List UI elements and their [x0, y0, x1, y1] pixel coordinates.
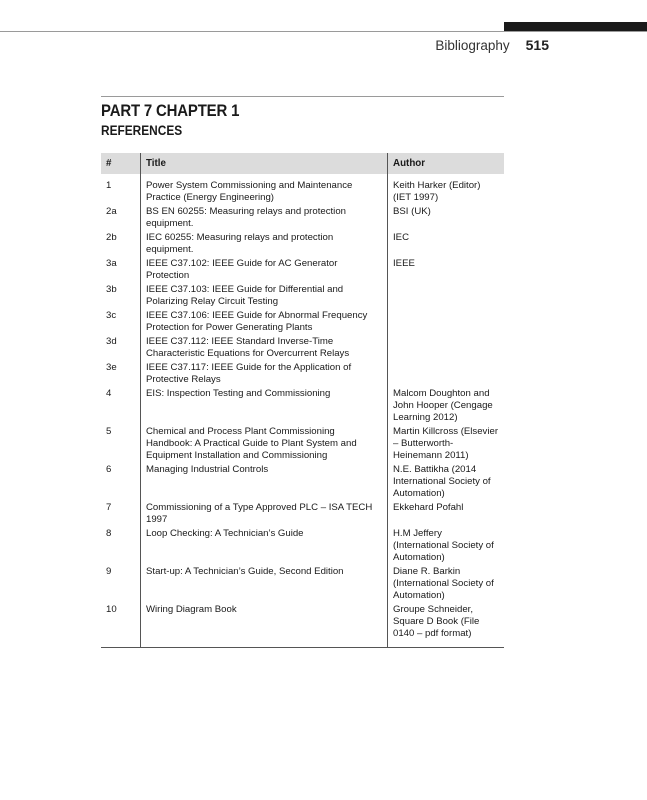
- ref-title: Commissioning of a Type Approved PLC – ISA TECH 1997: [141, 501, 388, 527]
- ref-number: 4: [106, 388, 112, 399]
- table-row: [101, 565, 504, 603]
- ref-number: 7: [106, 502, 112, 513]
- ref-author: Malcom Doughton and John Hooper (Cengage Learning 2012): [393, 388, 493, 423]
- table-row: [101, 335, 504, 361]
- ref-author: IEC: [393, 232, 409, 243]
- table-row: [101, 527, 504, 565]
- ref-title: IEEE C37.102: IEEE Guide for AC Generator Protection: [141, 257, 388, 283]
- ref-number: 1: [106, 180, 112, 191]
- ref-number: 3c: [106, 310, 117, 321]
- table-row: [101, 174, 504, 205]
- column-header-title: Title: [141, 153, 388, 174]
- ref-author: [388, 309, 505, 335]
- ref-title: EIS: Inspection Testing and Commissioning: [141, 387, 388, 425]
- table-row: [101, 361, 504, 387]
- chapter-subtitle: REFERENCES: [101, 123, 183, 138]
- table-row: [101, 425, 504, 463]
- chapter-title: PART 7 CHAPTER 1: [101, 101, 240, 120]
- ref-author: IEEE: [393, 258, 415, 269]
- ref-author: Groupe Schneider, Square D Book (File 0140 – pdf format): [393, 604, 480, 639]
- ref-title: IEC 60255: Measuring relays and protection equipment.: [141, 231, 388, 257]
- references-table: [101, 153, 504, 648]
- ref-author: N.E. Battikha (2014 International Society of Automation): [393, 464, 491, 499]
- table-row: [101, 463, 504, 501]
- ref-author: H.M Jeffery (International Society of Automation): [393, 528, 494, 563]
- ref-title: BS EN 60255: Measuring relays and protection equipment.: [141, 205, 388, 231]
- ref-number: 10: [106, 604, 117, 615]
- table-row: [101, 603, 504, 648]
- title-rule: [101, 96, 504, 97]
- ref-author: BSI (UK): [393, 206, 431, 217]
- table-header-row: [101, 153, 504, 174]
- ref-title: Power System Commissioning and Maintenance Practice (Energy Engineering): [141, 174, 388, 205]
- ref-number: 3e: [106, 362, 117, 373]
- ref-number: 9: [106, 566, 112, 577]
- ref-author: Martin Killcross (Elsevier – Butterworth-Heinemann 2011): [393, 426, 499, 461]
- table-row: [101, 309, 504, 335]
- ref-author: Diane R. Barkin (International Society of Automation): [393, 566, 494, 601]
- ref-author: [388, 361, 505, 387]
- header-rule: [0, 31, 647, 32]
- ref-number: 8: [106, 528, 112, 539]
- running-head-section: Bibliography: [435, 38, 510, 53]
- ref-number: 6: [106, 464, 112, 475]
- table-row: [101, 231, 504, 257]
- ref-title: Chemical and Process Plant Commissioning Handbook: A Practical Guide to Plant System and Equipment Installation and Commissioning: [141, 425, 388, 463]
- table-row: [101, 257, 504, 283]
- ref-number: 2a: [106, 206, 117, 217]
- ref-number: 3b: [106, 284, 117, 295]
- page-number: 515: [525, 37, 549, 53]
- ref-title: IEEE C37.106: IEEE Guide for Abnormal Frequency Protection for Power Generating Plants: [141, 309, 388, 335]
- ref-title: IEEE C37.112: IEEE Standard Inverse-Time Characteristic Equations for Overcurrent Relays: [141, 335, 388, 361]
- ref-title: Wiring Diagram Book: [141, 603, 388, 648]
- ref-number: 5: [106, 426, 112, 437]
- running-head: [435, 37, 549, 53]
- ref-author: Ekkehard Pofahl: [393, 502, 464, 513]
- ref-author: [388, 283, 505, 309]
- table-row: [101, 283, 504, 309]
- ref-author: Keith Harker (Editor) (IET 1997): [393, 180, 481, 203]
- column-header-author: Author: [388, 153, 505, 174]
- column-header-number: #: [101, 153, 141, 174]
- table-row: [101, 501, 504, 527]
- table-row: [101, 387, 504, 425]
- ref-title: Managing Industrial Controls: [141, 463, 388, 501]
- table-row: [101, 205, 504, 231]
- ref-number: 3d: [106, 336, 117, 347]
- ref-number: 3a: [106, 258, 117, 269]
- ref-title: IEEE C37.117: IEEE Guide for the Application of Protective Relays: [141, 361, 388, 387]
- ref-title: IEEE C37.103: IEEE Guide for Differential and Polarizing Relay Circuit Testing: [141, 283, 388, 309]
- ref-author: [388, 335, 505, 361]
- ref-title: Start-up: A Technician’s Guide, Second Edition: [141, 565, 388, 603]
- ref-number: 2b: [106, 232, 117, 243]
- ref-title: Loop Checking: A Technician’s Guide: [141, 527, 388, 565]
